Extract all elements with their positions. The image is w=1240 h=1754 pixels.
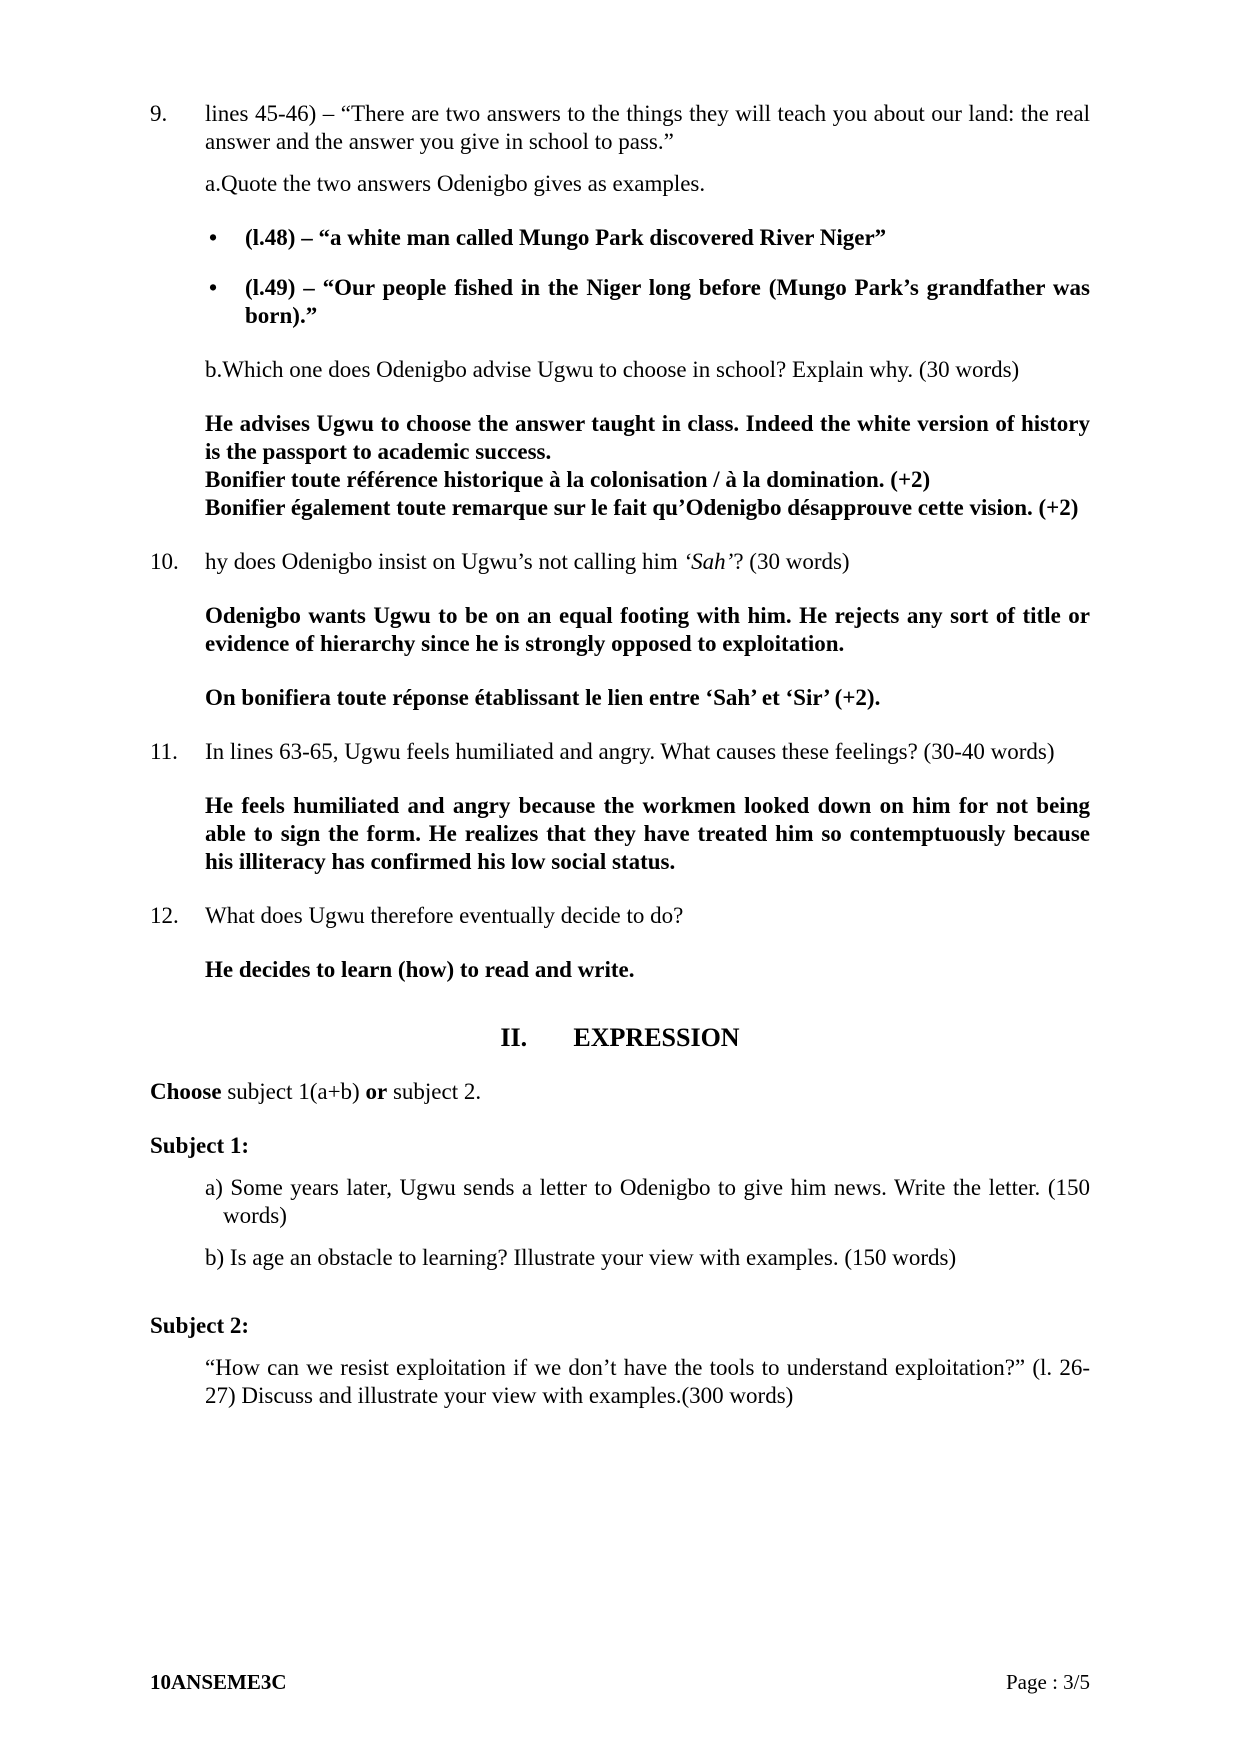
- question-10: [150, 548, 1090, 576]
- marking-note: Bonifier également toute remarque sur le fait qu’Odenigbo désapprouve cette vision. (+2): [205, 495, 1079, 520]
- marking-note-10: [150, 684, 1090, 712]
- question-text: lines 45-46) – “There are two answers to the things they will teach you about our land: the real answer and the answer you give in school to pass.”: [205, 101, 1090, 154]
- document-code: 10ANSEME3C: [150, 1670, 287, 1694]
- answer-9: [150, 410, 1090, 522]
- question-9: [150, 100, 1090, 156]
- subject-1: [150, 1174, 1090, 1272]
- question-9b: [150, 356, 1090, 384]
- question-number: 12.: [150, 903, 179, 928]
- answer-11: [150, 792, 1090, 876]
- subject-2-text: “How can we resist exploitation if we don’t have the tools to understand exploitation?” (l. 26-27) Discuss and illustrate your view with examples.(300 words): [205, 1355, 1090, 1408]
- question-text: In lines 63-65, Ugwu feels humiliated and angry. What causes these feelings? (30-40 words): [205, 739, 1055, 764]
- page-body: [150, 100, 1090, 1410]
- bullet-icon: •: [209, 275, 218, 300]
- bullet-icon: •: [209, 225, 218, 250]
- list-item: • (l.49) – “Our people fished in the Niger long before (Mungo Park’s grandfather was born).”: [209, 275, 1090, 328]
- sub-label: a.: [205, 171, 221, 196]
- answer-text: He feels humiliated and angry because the workmen looked down on him for not being able to sign the form. He realizes that they have treated him so contemptuously because his illiteracy has confirmed his low social status.: [205, 793, 1090, 874]
- instructions: Choose subject 1(a+b) or subject 2.: [150, 1079, 482, 1104]
- subject-1b: b) Is age an obstacle to learning? Illustrate your view with examples. (150 words): [205, 1245, 957, 1270]
- marking-note: On bonifiera toute réponse établissant le lien entre ‘Sah’ et ‘Sir’ (+2).: [205, 685, 881, 710]
- question-number: 9.: [150, 101, 168, 126]
- section-heading: II. EXPRESSION: [500, 1023, 740, 1052]
- subject-1a: a) Some years later, Ugwu sends a letter to Odenigbo to give him news. Write the letter. (150 words): [205, 1175, 1090, 1228]
- list-item: • (l.48) – “a white man called Mungo Park discovered River Niger”: [209, 225, 887, 250]
- question-text: What does Ugwu therefore eventually decide to do?: [205, 903, 684, 928]
- question-text: hy does Odenigbo insist on Ugwu’s not calling him ‘Sah’? (30 words): [205, 549, 850, 574]
- answer-text: He advises Ugwu to choose the answer taught in class. Indeed the white version of history is the passport to academic success.: [205, 411, 1090, 464]
- question-number: 10.: [150, 549, 179, 574]
- subject-2: [150, 1354, 1090, 1410]
- page-footer: [150, 1668, 1090, 1696]
- answer-10: [150, 602, 1090, 658]
- question-9a: [150, 170, 1090, 198]
- question-11: [150, 738, 1090, 766]
- question-number: 11.: [150, 739, 178, 764]
- subject-2-title: Subject 2:: [150, 1313, 250, 1338]
- page-number: Page : 3/5: [1006, 1670, 1090, 1694]
- answer-text: He decides to learn (how) to read and write.: [205, 957, 635, 982]
- sub-text: b.Which one does Odenigbo advise Ugwu to choose in school? Explain why. (30 words): [205, 357, 1020, 382]
- question-12: [150, 902, 1090, 930]
- quote-list: [150, 224, 1090, 330]
- sub-text: Quote the two answers Odenigbo gives as examples.: [220, 171, 706, 196]
- answer-12: [150, 956, 1090, 984]
- subject-1-title: Subject 1:: [150, 1133, 250, 1158]
- answer-text: Odenigbo wants Ugwu to be on an equal footing with him. He rejects any sort of title or evidence of hierarchy since he is strongly opposed to exploitation.: [205, 603, 1090, 656]
- marking-note: Bonifier toute référence historique à la colonisation / à la domination. (+2): [205, 467, 931, 492]
